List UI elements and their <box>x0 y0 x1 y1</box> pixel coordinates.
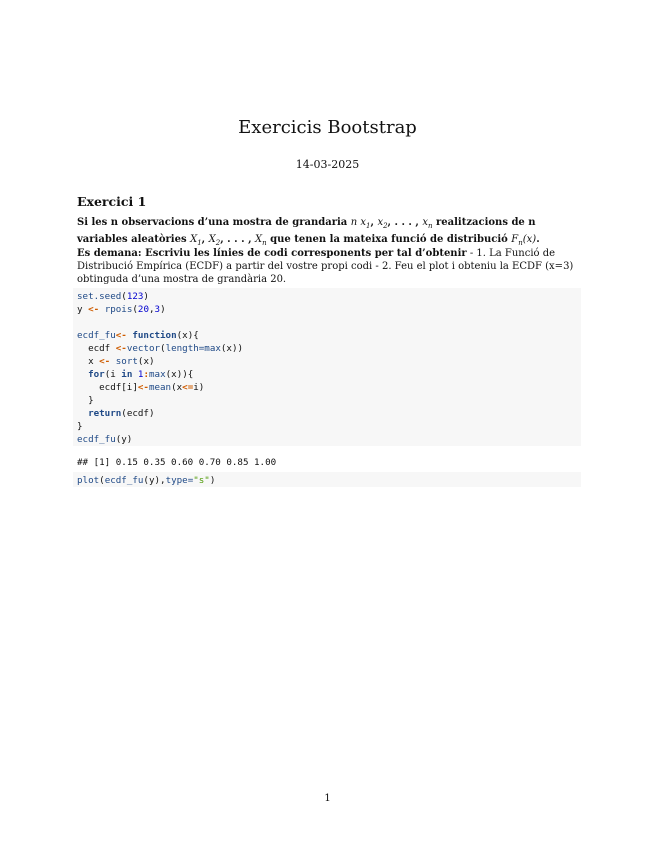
task-description <box>77 247 580 286</box>
code-line: return(ecdf) <box>88 408 155 419</box>
code-line: } <box>77 395 94 406</box>
document-date: 14-03-2025 <box>295 158 360 171</box>
code-line: ecdf_fu<- function(x){ <box>77 330 199 341</box>
code-line: y <- rpois(20,3) <box>77 304 166 315</box>
code-line <box>77 316 577 329</box>
code-line: ecdf[i]<-mean(x<=i) <box>77 382 205 393</box>
code-line: ecdf_fu(y) <box>77 434 133 445</box>
section-heading: Exercici 1 <box>77 194 147 209</box>
task-label: Es demana: Escriviu les línies de codi corresponents per tal d’obtenir <box>77 248 467 259</box>
task-text: - 1. La Funció de Distribució Empírica (ECDF) a partir del vostre propi codi - 2. Feu el plot i obteniu la ECDF (x=3) obtinguda d’una mostra de grandària 20. <box>77 248 574 285</box>
code-line: for(i in 1:max(x)){ <box>88 369 194 380</box>
code-line: x <- sort(x) <box>77 356 155 367</box>
code-block-plot[interactable] <box>73 472 581 487</box>
code-output: ## [1] 0.15 0.35 0.60 0.70 0.85 1.00 <box>77 457 277 468</box>
code-block[interactable] <box>73 288 581 446</box>
code-line: } <box>77 421 83 432</box>
exercise-statement: Si les n observacions d’una mostra de grandaria n $x_1$, $x_2$, . . . , $x_n$ realitzacions de n variables aleatòries $X_1$, $X_2$, . . . , $X_n$ que tenen la mateixa funció de distribució $F_n(x)$. <box>77 217 540 247</box>
page-number: 1 <box>324 793 331 804</box>
document-title: Exercicis Bootstrap <box>238 117 417 138</box>
code-line: plot(ecdf_fu(y),type="s") <box>77 475 216 486</box>
code-line: ecdf <-vector(length=max(x)) <box>77 343 244 354</box>
code-line: set.seed(123) <box>77 291 149 302</box>
